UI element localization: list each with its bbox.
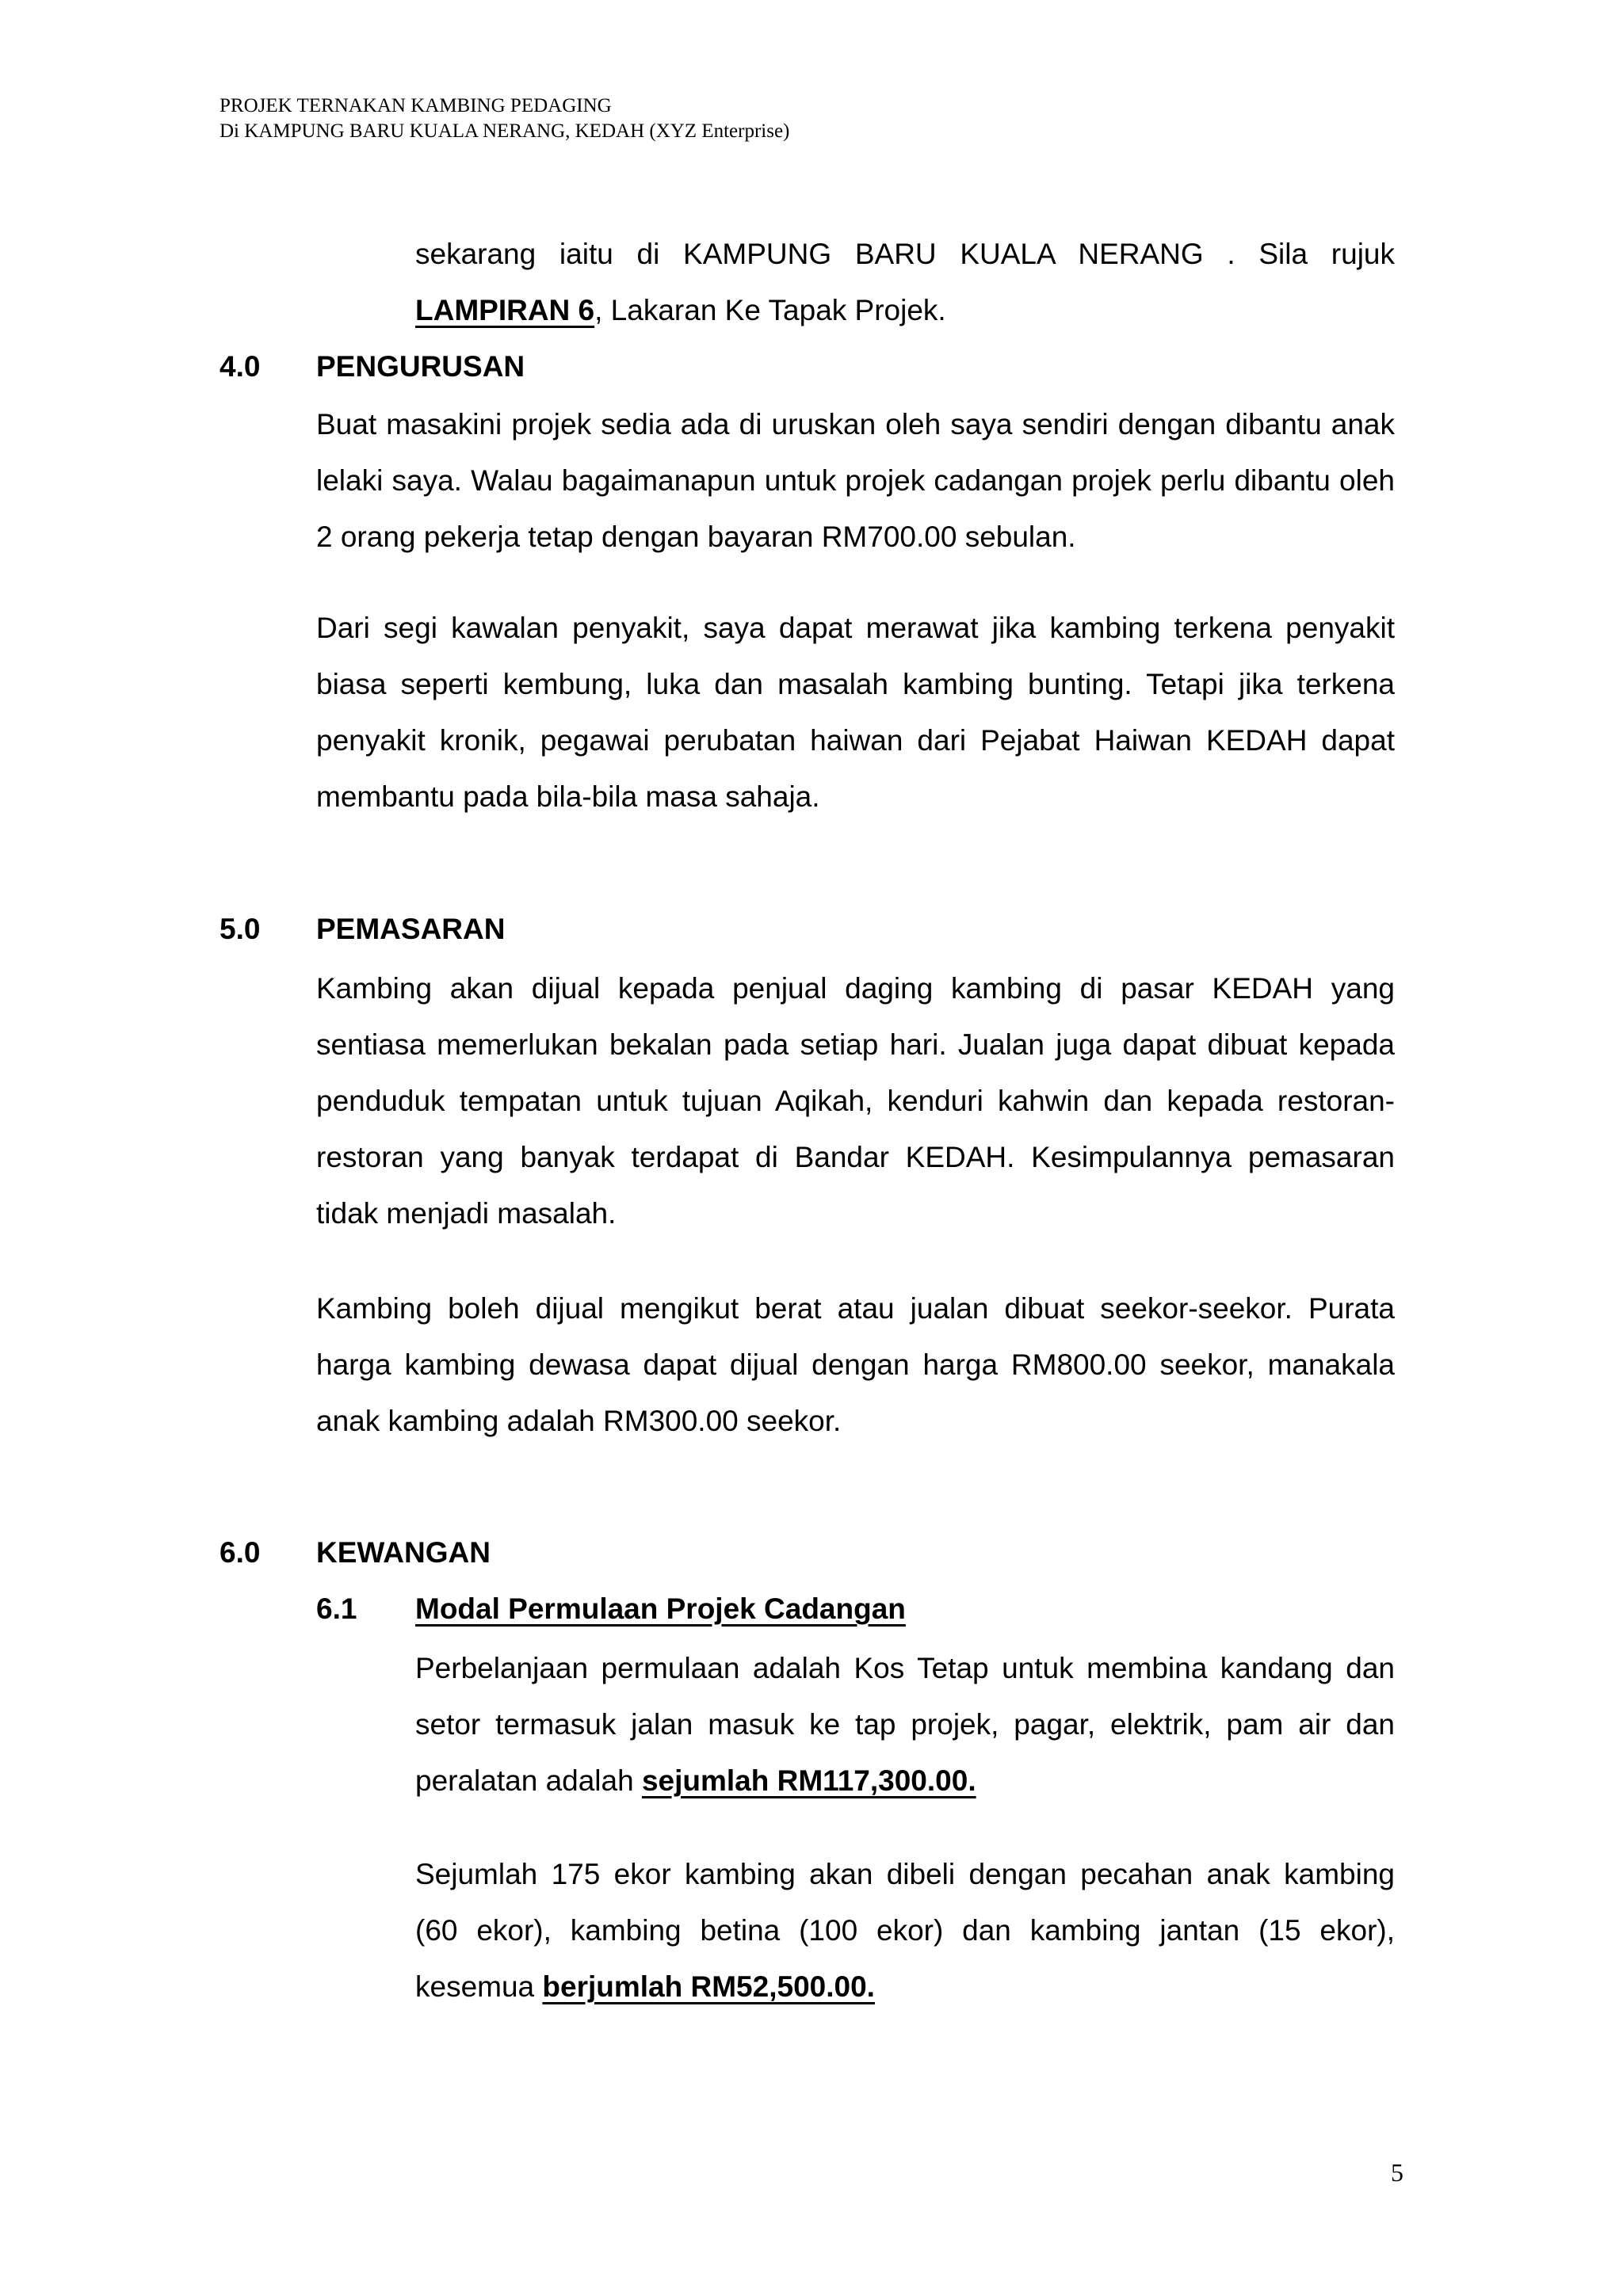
page-number: 5 bbox=[1391, 2158, 1403, 2187]
section-6-heading bbox=[220, 1524, 1395, 1581]
section-6-1-heading bbox=[316, 1581, 1395, 1637]
section-4-heading bbox=[220, 338, 1395, 395]
livestock-purchase-text: Sejumlah 175 ekor kambing akan dibeli dengan pecahan anak kambing (60 ekor), kambing betina (100 ekor) dan kambing jantan (15 ekor), kesemua bbox=[415, 1858, 1395, 2003]
section-5-number: 5.0 bbox=[220, 913, 261, 945]
section-6-1-paragraph-2 bbox=[415, 1846, 1395, 2015]
intro-text-before: sekarang iaitu di KAMPUNG BARU KUALA NERANG . Sila rujuk bbox=[415, 238, 1395, 270]
intro-text-after: , Lakaran Ke Tapak Projek. bbox=[594, 294, 946, 326]
section-4-paragraph-1: Buat masakini projek sedia ada di uruskan oleh saya sendiri dengan dibantu anak lelaki saya. Walau bagaimanapun untuk projek cadangan projek perlu dibantu oleh 2 orang pekerja tetap dengan bayaran RM700.00 sebulan. bbox=[316, 408, 1395, 553]
document-body bbox=[220, 0, 1395, 2015]
section-5-heading bbox=[220, 901, 1395, 957]
section-6-number: 6.0 bbox=[220, 1536, 261, 1569]
header-line-1: PROJEK TERNAKAN KAMBING PEDAGING bbox=[220, 95, 612, 116]
total-livestock-cost: berjumlah RM52,500.00. bbox=[542, 1970, 875, 2003]
section-6-1-title: Modal Permulaan Projek Cadangan bbox=[415, 1592, 906, 1625]
section-4-paragraph-2: Dari segi kawalan penyakit, saya dapat merawat jika kambing terkena penyakit biasa seperti kembung, luka dan masalah kambing bunting. Tetapi jika terkena penyakit kronik, pegawai perubatan haiwan dari Pejabat Haiwan KEDAH dapat membantu pada bila-bila masa sahaja. bbox=[316, 612, 1395, 813]
lampiran-6-reference: LAMPIRAN 6 bbox=[415, 294, 595, 326]
section-5-paragraph-1: Kambing akan dijual kepada penjual daging kambing di pasar KEDAH yang sentiasa memerlukan bekalan pada setiap hari. Jualan juga dapat dibuat kepada penduduk tempatan untuk tujuan Aqikah, kenduri kahwin dan kepada restoran-restoran yang banyak terdapat di Bandar KEDAH. Kesimpulannya pemasaran tidak menjadi masalah. bbox=[316, 972, 1395, 1230]
fixed-cost-text: Perbelanjaan permulaan adalah Kos Tetap untuk membina kandang dan setor termasuk jalan masuk ke tap projek, pagar, elektrik, pam air dan peralatan adalah bbox=[415, 1652, 1395, 1797]
section-6-1-number: 6.1 bbox=[316, 1592, 357, 1625]
section-5-title: PEMASARAN bbox=[316, 913, 506, 945]
total-fixed-cost: sejumlah RM117,300.00. bbox=[641, 1764, 976, 1797]
section-6-title: KEWANGAN bbox=[316, 1536, 491, 1569]
section-4-title: PENGURUSAN bbox=[316, 350, 525, 383]
section-6-1-paragraph-1 bbox=[415, 1640, 1395, 1809]
section-5-paragraph-2: Kambing boleh dijual mengikut berat atau jualan dibuat seekor-seekor. Purata harga kambing dewasa dapat dijual dengan harga RM800.00 seekor, manakala anak kambing adalah RM300.00 seekor. bbox=[316, 1292, 1395, 1437]
header-line-2: Di KAMPUNG BARU KUALA NERANG, KEDAH (XYZ Enterprise) bbox=[220, 120, 790, 142]
intro-paragraph bbox=[415, 226, 1395, 338]
section-4-number: 4.0 bbox=[220, 350, 261, 383]
